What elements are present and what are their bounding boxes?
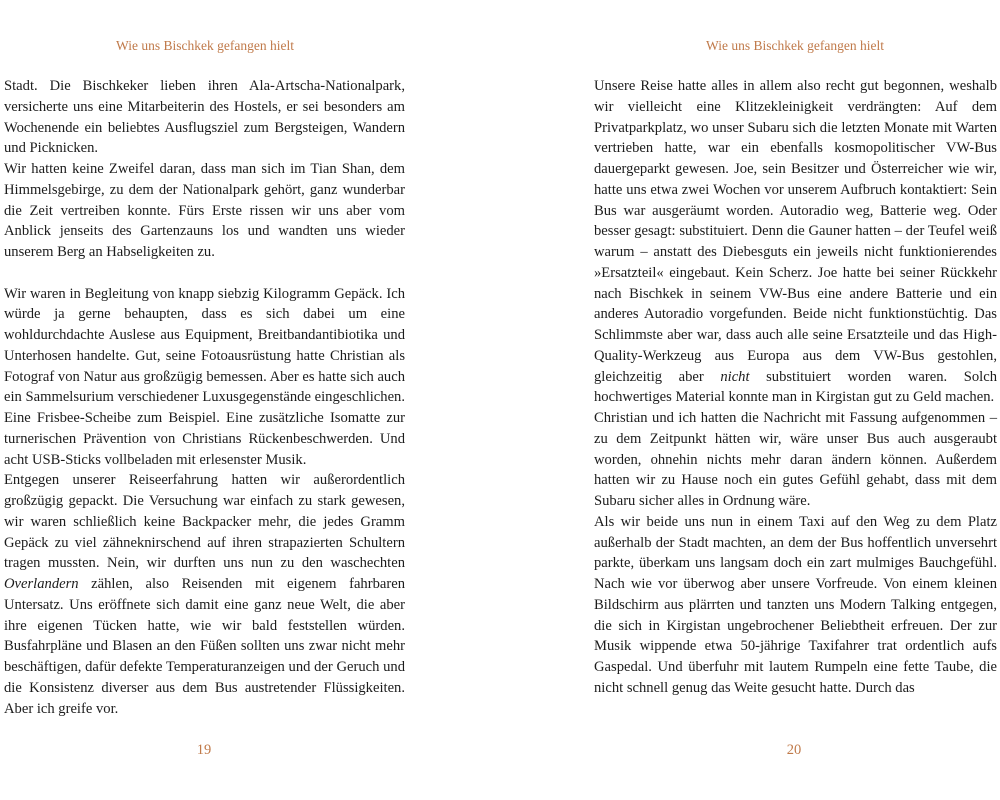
paragraph: Als wir beide uns nun in einem Taxi auf den Weg zu dem Platz außerhalb der Stadt machten, an dem der Bus hoffentlich unversehrt parkte, überkam uns langsam doch ein zart mulmiges Bauchgefühl. Nach wie vor überwog aber unsere Vorfreude. Von einem kleinen Bildschirm aus plärrten und tanzten uns Modern Talking entgegen, die sich in Kirgistan ungebrochener Beliebtheit erfreuen. Der zur Musik wippende etwa 50-jährige Taxifahrer trat ordentlich aufs Gaspedal. Und überfuhr mit lautem Rumpeln eine fette Taube, die nicht schnell genug das Weite gesucht hatte. Durch das — [594, 513, 997, 696]
page-number-right: 20 — [786, 742, 802, 758]
paragraph-text: substituiert worden waren. Solch hochwertiges Material konnte man in Kirgistan gut zu Geld machen. — [594, 368, 998, 406]
paragraph: Wir waren in Begleitung von knapp siebzig Kilogramm Gepäck. Ich würde ja gerne behaupten, dass es sich dabei um eine wohldurchdachte Auslese aus Equipment, Breitbandantibiotika und Unterhosen handelte. Gut, seine Fotoausrüstung hatte Christian als Fotograf von Natur aus großzügig bemessen. Aber es hatte sich auch ein Sammelsurium verschiedener Luxusgegenstände eingeschlichen. Eine Frisbee-Scheibe zum Beispiel. Eine zusätzliche Isomatte zur turnerischen Prävention von Christians Rückenbeschwerden. Und acht USB-Sticks vollbeladen mit erlesenster Musik. — [4, 285, 405, 468]
paragraph: Wir hatten keine Zweifel daran, dass man sich im Tian Shan, dem Himmelsgebirge, zu dem der Nationalpark gehört, ganz wunderbar die Zeit vertreiben konnte. Fürs Erste rissen wir uns aber vom Anblick jenseits des Gartenzauns los und wandten uns wieder unserem Berg an Habseligkeiten zu. — [4, 161, 405, 260]
page-number-left: 19 — [196, 742, 212, 758]
paragraph: Christian und ich hatten die Nachricht mit Fassung aufgenommen – zu dem Zeitpunkt hätten wir, wäre unser Bus auch ausgeraubt worden, ohnehin nichts mehr daran ändern können. Außerdem hatten wir zu Hause noch ein gutes Gefühl gehabt, dass mit dem Subaru sicher alles in Ordnung wäre. — [594, 410, 997, 509]
paragraph: Stadt. Die Bischkeker lieben ihren Ala-Artscha-Nationalpark, versicherte uns eine Mitarbeiterin des Hostels, er sei besonders am Wochenende ein beliebtes Ausflugsziel zum Bergsteigen, Wandern und Picknicken. — [4, 78, 405, 157]
right-page — [500, 0, 1000, 800]
running-head-right: Wie uns Bischkek gefangen hielt — [706, 38, 884, 53]
paragraph-text: Entgegen unserer Reiseerfahrung hatten wir außerordentlich großzügig gepackt. Die Versuchung war einfach zu stark gewesen, wir waren schließlich keine Backpacker mehr, die jedes Gramm Gepäck zu viel zähneknirschend auf ihren strapazierten Schultern tragen mussten. Nein, wir durften uns nun zu den waschechten — [4, 472, 405, 572]
paragraph — [4, 470, 405, 719]
paragraph — [594, 76, 997, 408]
right-page-text — [594, 76, 997, 699]
running-head-left: Wie uns Bischkek gefangen hielt — [116, 38, 294, 53]
paragraph-text: Unsere Reise hatte alles in allem also recht gut begonnen, weshalb wir vielleicht eine Klitzekleinigkeit verdrängten: Auf dem Privatparkplatz, wo unser Subaru sich die letzten Monate mit Warten vertrieben hatte, war ein ebenfalls kosmopolitischer VW-Bus dauergeparkt gewesen. Joe, sein Besitzer und Österreicher wie wir, hatte uns etwa zwei Wochen vor unserem Aufbruch kontaktiert: Sein Bus war ausgeräumt worden. Autoradio weg, Batterie weg. Oder besser gesagt: substituiert. Denn die Gauner hatten – der Teufel weiß warum – anstatt des Diebesguts ein jeweils nicht funktionierendes »Ersatzteil« eingebaut. Kein Scherz. Joe hatte bei seiner Rückkehr nach Bischkek in seinem VW-Bus eine andere Batterie und ein anderes Autoradio vorgefunden. Beide nicht funktionstüchtig. Das Schlimmste aber war, dass auch alle seine Ersatzteile und das High-Quality-Werkzeug aus Europa aus dem VW-Bus gestohlen, gleichzeitig aber — [594, 78, 997, 385]
italic-term: Overlandern — [4, 576, 79, 592]
paragraph-text: zählen, also Reisenden mit eigenem fahrbaren Untersatz. Uns eröffnete sich damit eine ganz neue Welt, die aber ihre eigenen Tücken hatte, wie wir bald feststellen würden. Busfahrpläne und Blasen an den Füßen sollten uns zwar nicht mehr beschäftigen, dafür defekte Temperaturanzeigen und der Geruch und die Konsistenz diverser aus dem Bus austretender Flüssigkeiten. Aber ich greife vor. — [4, 576, 405, 717]
italic-term: nicht — [720, 368, 750, 385]
left-page-text — [4, 76, 405, 719]
